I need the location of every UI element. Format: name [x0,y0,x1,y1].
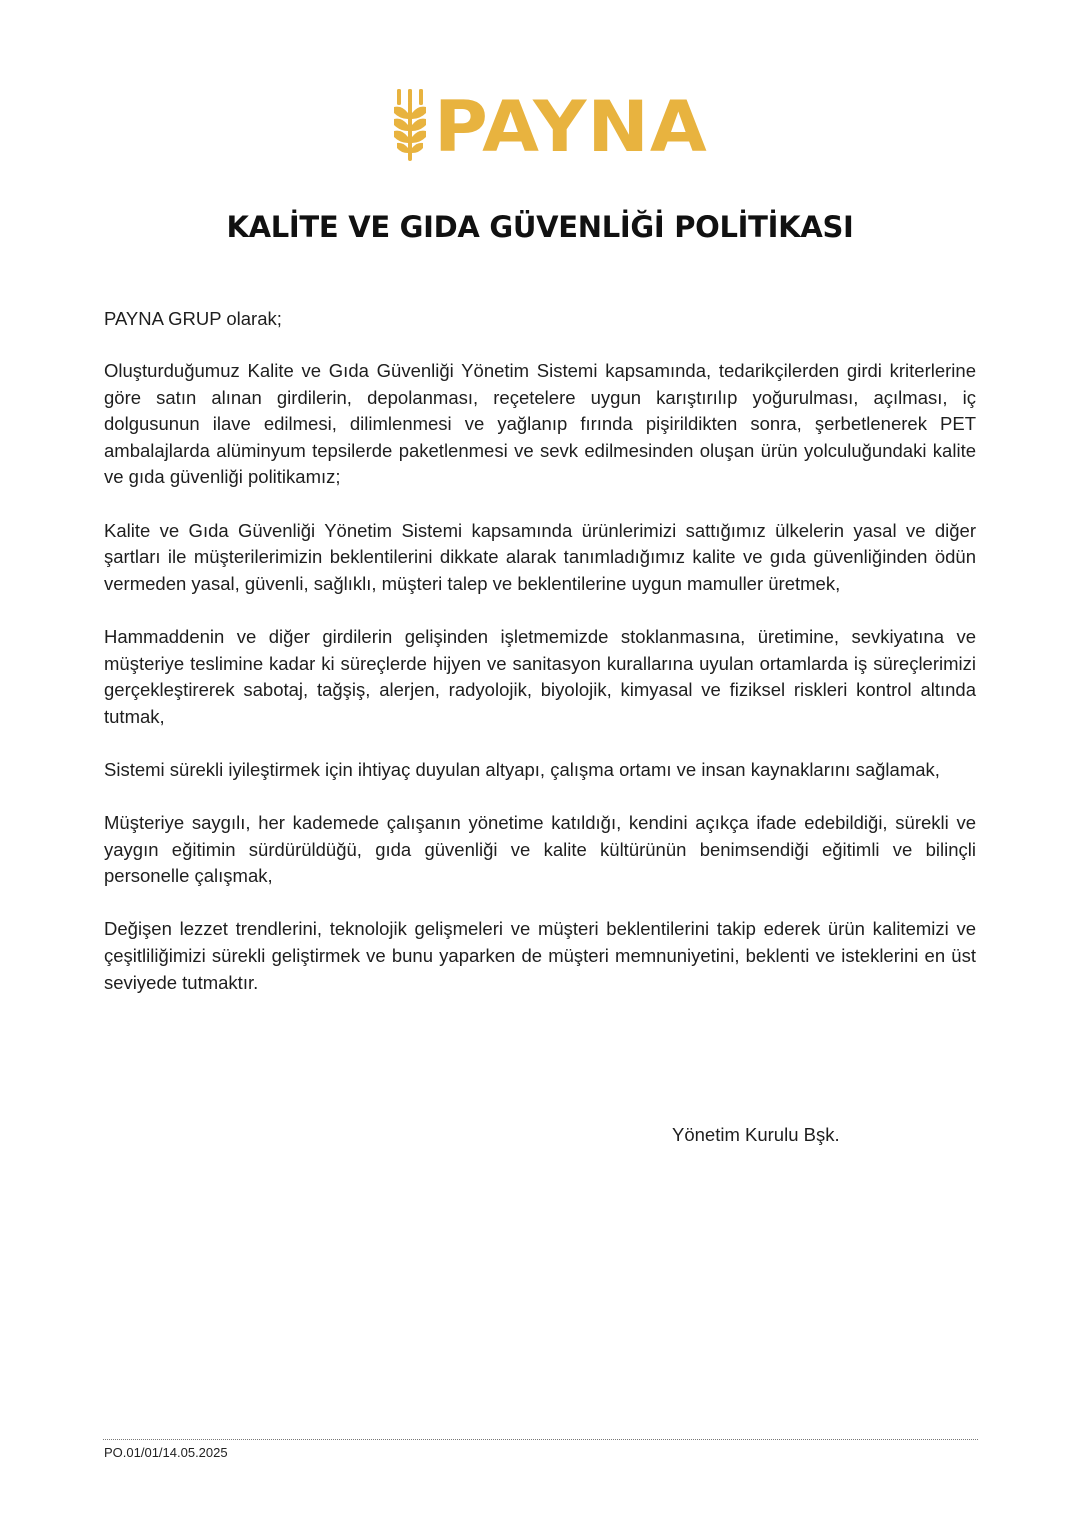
brand-name: PAYNA [434,86,708,168]
policy-paragraph: Sistemi sürekli iyileştirmek için ihtiyaç duyulan altyapı, çalışma ortamı ve insan kaynaklarını sağlamak, [104,758,940,780]
brand-logo [392,86,708,168]
intro-line: PAYNA GRUP olarak; [104,308,282,329]
wheat-icon [392,87,428,165]
signature-line: Yönetim Kurulu Bşk. [672,1124,840,1145]
policy-paragraphs [104,358,976,1023]
policy-paragraph: Hammaddenin ve diğer girdilerin gelişinden işletmemizde stoklanmasına, üretimine, sevkiyatına ve müşteriye teslimine kadar ki süreçlerde hijyen ve sanitasyon kurallarına uyulan ortamlarda iş süreçlerimizi gerçekleştirerek sabotaj, tağşiş, alerjen, radyolojik, biyolojik, kimyasal ve fiziksel riskleri kontrol altında tutmak, [104,625,976,727]
policy-paragraph: Kalite ve Gıda Güvenliği Yönetim Sistemi kapsamında ürünlerimizi sattığımız ülkelerin yasal ve diğer şartları ile müşterilerimizin beklentilerini dikkate alarak tanımladığımız kalite ve gıda güvenliğinden ödün vermeden yasal, güvenli, sağlıklı, müşteri talep ve beklentilerine uygun mamuller üretmek, [104,519,976,594]
policy-paragraph: Oluşturduğumuz Kalite ve Gıda Güvenliği Yönetim Sistemi kapsamında, tedarikçilerden girdi kriterlerine göre satın alınan girdilerin, depolanması, reçetelere uygun karıştırılıp yoğurulması, açılması, iç dolgusunun ilave edilmesi, dilimlenmesi ve yağlanıp fırında pişirildikten sonra, şerbetlenerek PET ambalajlarda alüminyum tepsilerde paketlenmesi ve sevk edilmesinden oluşan ürün yolculuğundaki kalite ve gıda güvenliği politikamız; [104,360,976,488]
document-title: KALİTE VE GIDA GÜVENLİĞİ POLİTİKASI [226,210,854,244]
policy-paragraph: Müşteriye saygılı, her kademede çalışanın yönetime katıldığı, kendini açıkça ifade edebildiği, sürekli ve yaygın eğitimin sürdürüldüğü, gıda güvenliği ve kalite kültürünün benimsendiği eğitimli ve bilinçli personelle çalışmak, [104,812,976,887]
footer-divider [103,1439,978,1440]
policy-paragraph: Değişen lezzet trendlerini, teknolojik gelişmeleri ve müşteri beklentilerini takip ederek ürün kalitemizi ve çeşitliliğimizi sürekli geliştirmek ve bunu yaparken de müşteri memnuniyetini, beklenti ve isteklerini en üst seviyede tutmaktır. [104,918,976,993]
document-code: PO.01/01/14.05.2025 [104,1445,228,1460]
